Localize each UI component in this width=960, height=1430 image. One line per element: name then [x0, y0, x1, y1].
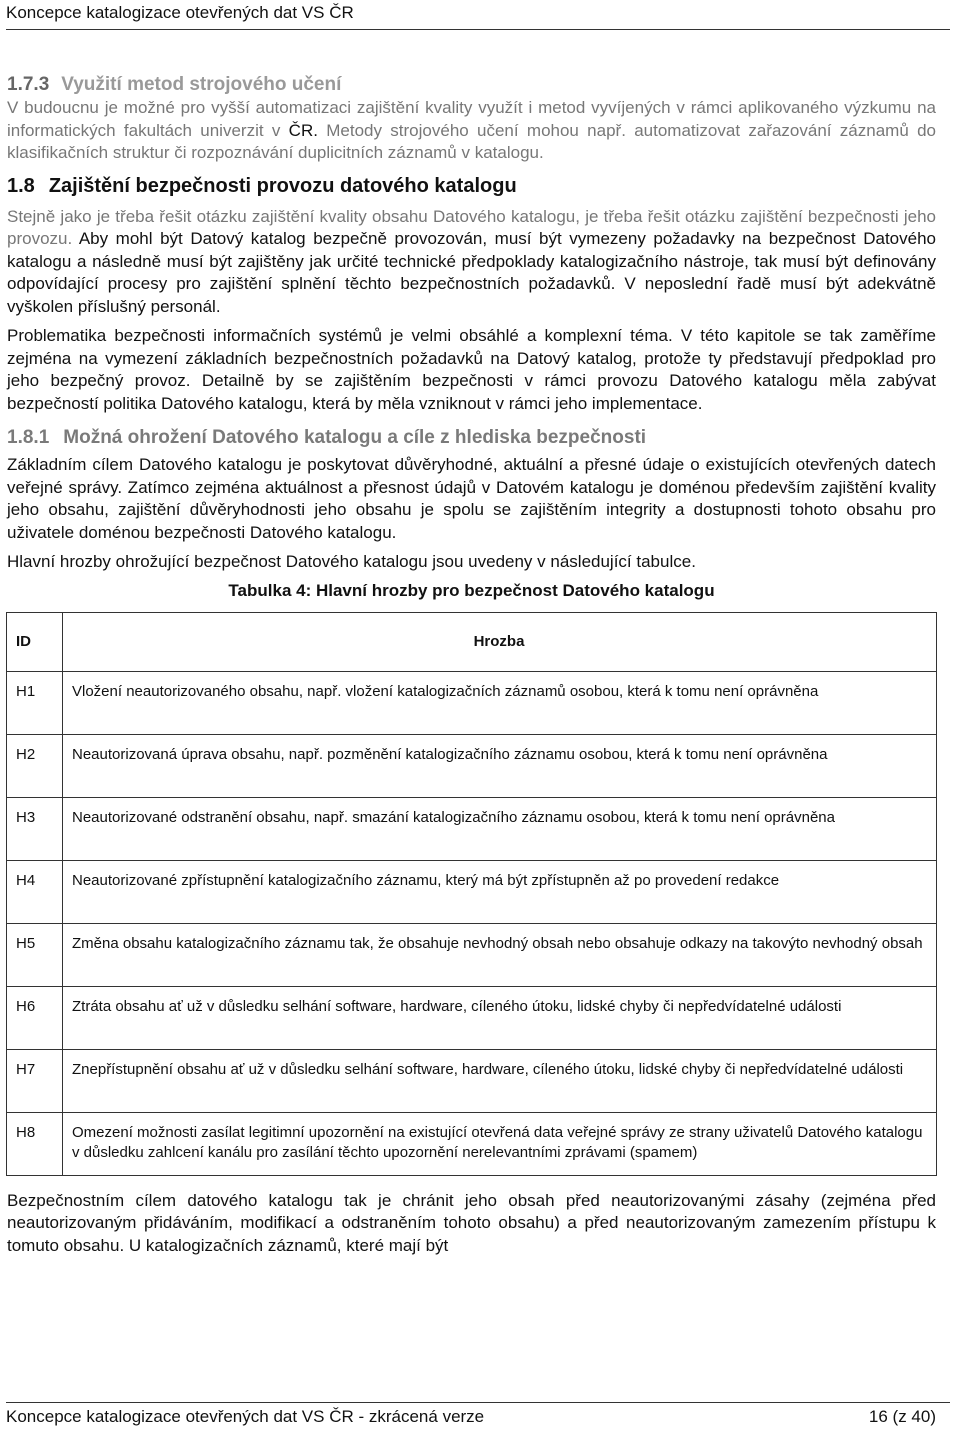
threat-description: Neautorizované zpřístupnění katalogizačního záznamu, který má být zpřístupněn až po provedení redakce — [63, 860, 937, 923]
threat-description: Neautorizovaná úprava obsahu, např. pozměnění katalogizačního záznamu osobou, která k tomu není oprávněna — [63, 734, 937, 797]
threat-id: H6 — [7, 986, 63, 1049]
table-row — [7, 1049, 937, 1112]
table-row — [7, 671, 937, 734]
table-header-row — [7, 612, 937, 671]
threat-id: H4 — [7, 860, 63, 923]
threat-id: H1 — [7, 671, 63, 734]
table-header-threat: Hrozba — [63, 612, 937, 671]
section-1-8-paragraph-1 — [7, 206, 936, 319]
table-row — [7, 734, 937, 797]
table-row — [7, 1112, 937, 1175]
section-1-8-paragraph-2: Problematika bezpečnosti informačních systémů je velmi obsáhlé a komplexní téma. V této kapitole se tak zaměříme zejména na vymezení základních bezpečnostních požadavků na Datový katalog, protože ty představují předpoklad pro jeho bezpečný provoz. Detailně by se zajištěním bezpečnosti v rámci provozu Datového katalogu měla zabývat bezpečností politika Datového katalogu, která by měla vzniknout v rámci jeho implementace. — [7, 326, 936, 413]
table-row — [7, 797, 937, 860]
threat-description: Neautorizované odstranění obsahu, např. smazání katalogizačního záznamu osobou, která k tomu není oprávněna — [63, 797, 937, 860]
footer-page-number: 16 (z 40) — [868, 1407, 936, 1426]
section-number: 1.8 — [7, 174, 35, 197]
page-header-title: Koncepce katalogizace otevřených dat VS ČR — [6, 3, 354, 22]
threats-table — [6, 612, 937, 1176]
table-row — [7, 923, 937, 986]
section-title: Zajištění bezpečnosti provozu datového katalogu — [48, 174, 517, 197]
header-divider — [6, 29, 950, 30]
document-body — [7, 72, 936, 1257]
section-1-8-1-paragraph-1: Základním cílem Datového katalogu je poskytovat důvěryhodné, aktuální a přesné údaje o existujících otevřených datech veřejné správy. Zatímco zejména aktuálnost a přesnost údajů v Datovém katalogu je doménou především zajištění kvality jeho obsahu, zajištění důvěryhodnosti jeho obsahu je spolu se zajištěním integrity a dostupnosti tohoto obsahu pro uživatele doménou bezpečnosti Datového katalogu. — [7, 455, 936, 542]
section-1-7-3-heading — [7, 72, 936, 97]
footer-document-title: Koncepce katalogizace otevřených dat VS ČR - zkrácená verze — [6, 1407, 485, 1426]
table-header-id: ID — [7, 612, 63, 671]
threat-description: Ztráta obsahu ať už v důsledku selhání software, hardware, cíleného útoku, lidské chyby či nepředvídatelné události — [63, 986, 937, 1049]
threat-id: H5 — [7, 923, 63, 986]
section-1-7-3-paragraph — [7, 97, 936, 165]
threat-description: Znepřístupnění obsahu ať už v důsledku selhání software, hardware, cíleného útoku, lidské chyby či nepředvídatelné události — [63, 1049, 937, 1112]
threat-id: H7 — [7, 1049, 63, 1112]
paragraph-gray-text: V budoucnu je možné pro vyšší automatizaci zajištění kvality využít i metod vyvíjených v rámci aplikovaného výzkumu na informatických fakultách univerzit v — [7, 98, 936, 140]
section-number: 1.8.1 — [7, 427, 50, 448]
section-title: Možná ohrožení Datového katalogu a cíle z hlediska bezpečnosti — [63, 427, 647, 448]
threat-id: H2 — [7, 734, 63, 797]
section-title: Využití metod strojového učení — [61, 74, 342, 95]
table-row — [7, 860, 937, 923]
paragraph-dark-text: Aby mohl být Datový katalog bezpečně provozován, musí být vymezeny požadavky na bezpečnost Datového katalogu a následně musí být zajištěny jak určité technické předpoklady katalogizačního nástroje, tak musí být definovány odpovídající procesy pro zajištění splnění těchto bezpečnostních požadavků. V neposlední řadě musí být adekvátně vyškolen příslušný personál. — [7, 229, 936, 316]
section-1-8-1-paragraph-2: Hlavní hrozby ohrožující bezpečnost Datového katalogu jsou uvedeny v následující tabulce. — [7, 552, 696, 571]
table-caption: Tabulka 4: Hlavní hrozby pro bezpečnost Datového katalogu — [228, 580, 715, 600]
threat-description: Omezení možnosti zasílat legitimní upozornění na existující otevřená data veřejné správy ze strany uživatelů Datového katalogu v důsledku zahlcení kanálu pro zasílání těchto upozornění nerelevantními zprávami (spamem) — [63, 1112, 937, 1175]
paragraph-gray-rest: Metody strojového učení mohou např. automatizovat zařazování záznamů do klasifikačních struktur či rozpoznávání duplicitních záznamů v katalogu. — [7, 120, 936, 162]
section-1-8-heading — [7, 173, 936, 200]
paragraph-dark-text: ČR. — [288, 120, 318, 140]
paragraph-gray-text: Stejně jako je třeba řešit otázku zajištění kvality obsahu Datového katalogu, je třeba řešit otázku zajištění bezpečnosti jeho provozu. — [7, 206, 936, 248]
footer-divider — [6, 1402, 950, 1403]
table-row — [7, 986, 937, 1049]
threat-description: Vložení neautorizovaného obsahu, např. vložení katalogizačních záznamů osobou, která k tomu není oprávněna — [63, 671, 937, 734]
threat-description: Změna obsahu katalogizačního záznamu tak, že obsahuje nevhodný obsah nebo obsahuje odkazy na takovýto nevhodný obsah — [63, 923, 937, 986]
threat-id: H3 — [7, 797, 63, 860]
section-1-8-1-heading — [7, 425, 936, 450]
closing-paragraph: Bezpečnostním cílem datového katalogu tak je chránit jeho obsah před neautorizovanými zásahy (zejména před neautorizovaným přidáváním, modifikací a odstraněním tohoto obsahu) a před neautorizovaným zamezením přístupu k tomuto obsahu. U katalogizačních záznamů, které mají být — [7, 1190, 936, 1255]
section-number: 1.7.3 — [7, 74, 50, 95]
threat-id: H8 — [7, 1112, 63, 1175]
